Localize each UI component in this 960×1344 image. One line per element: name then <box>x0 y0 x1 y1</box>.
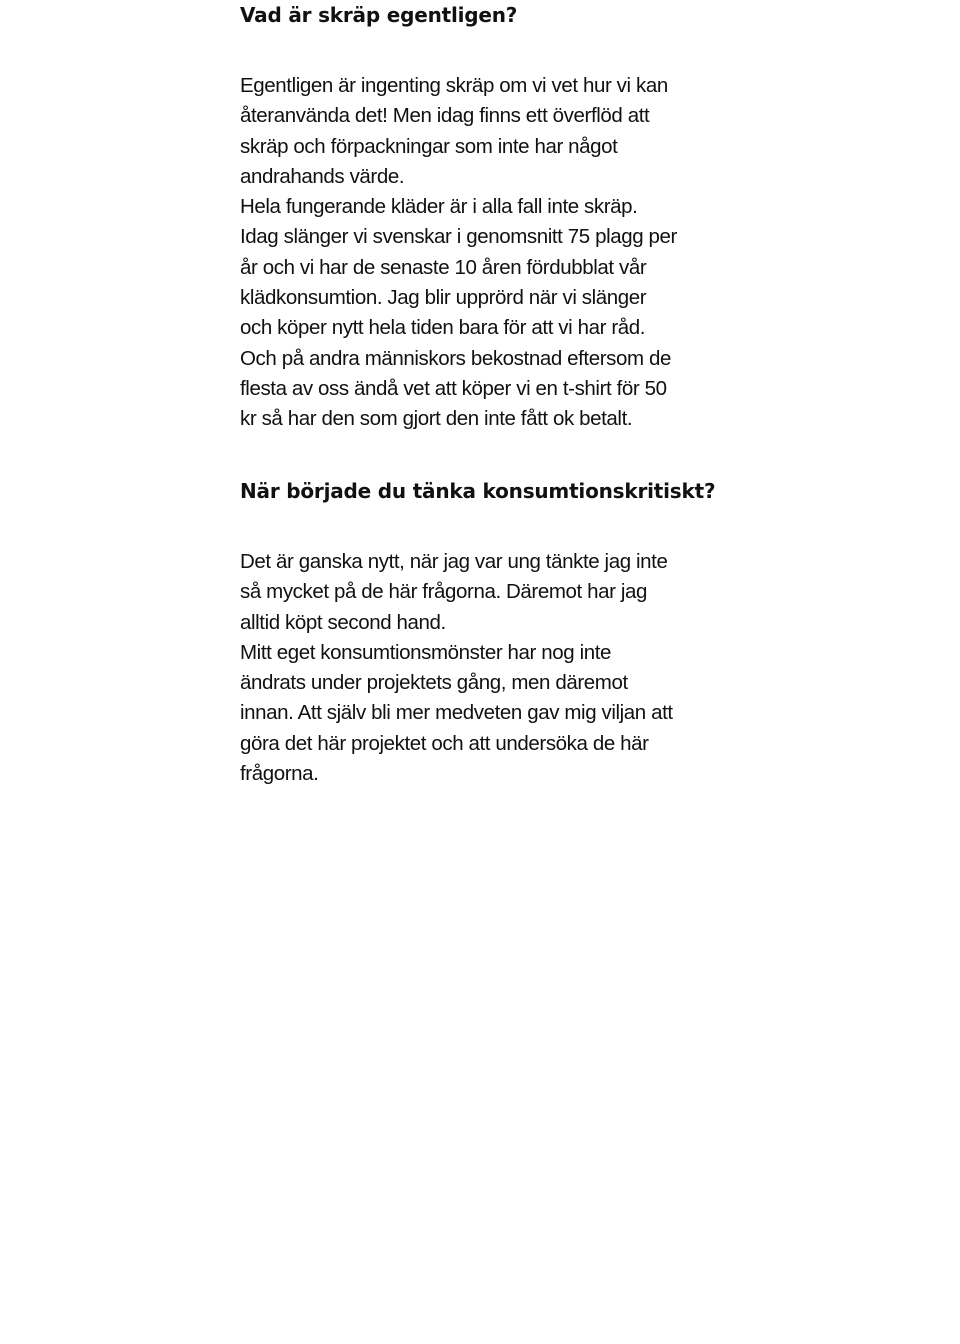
section-heading-consumption-critical: När började du tänka konsumtionskritiskt? <box>240 479 716 503</box>
section-heading-what-is-trash: Vad är skräp egentligen? <box>240 3 518 27</box>
section-body-what-is-trash: Egentligen är ingenting skräp om vi vet hur vi kan återanvända det! Men idag finns ett överflöd att skräp och förpackningar som inte har något andrahands värde. Hela fungerande kläder är i alla fall inte skräp. Idag slänger vi svenskar i genomsnitt 75 plagg per år och vi har de senaste 10 åren fördubblat vår klädkonsumtion. Jag blir upprörd när vi slänger och köper nytt hela tiden bara för att vi har råd. Och på andra människors bekostnad eftersom de flesta av oss ändå vet att köper vi en t-shirt för 50 kr så har den som gjort den inte fått ok betalt. <box>240 74 677 431</box>
section-body-consumption-critical: Det är ganska nytt, när jag var ung tänkte jag inte så mycket på de här frågorna. Däremot har jag alltid köpt second hand. Mitt eget konsumtionsmönster har nog inte ändrats under projektets gång, men däremot innan. Att själv bli mer medveten gav mig viljan att göra det här projektet och att undersöka de här frågorna. <box>240 550 673 786</box>
